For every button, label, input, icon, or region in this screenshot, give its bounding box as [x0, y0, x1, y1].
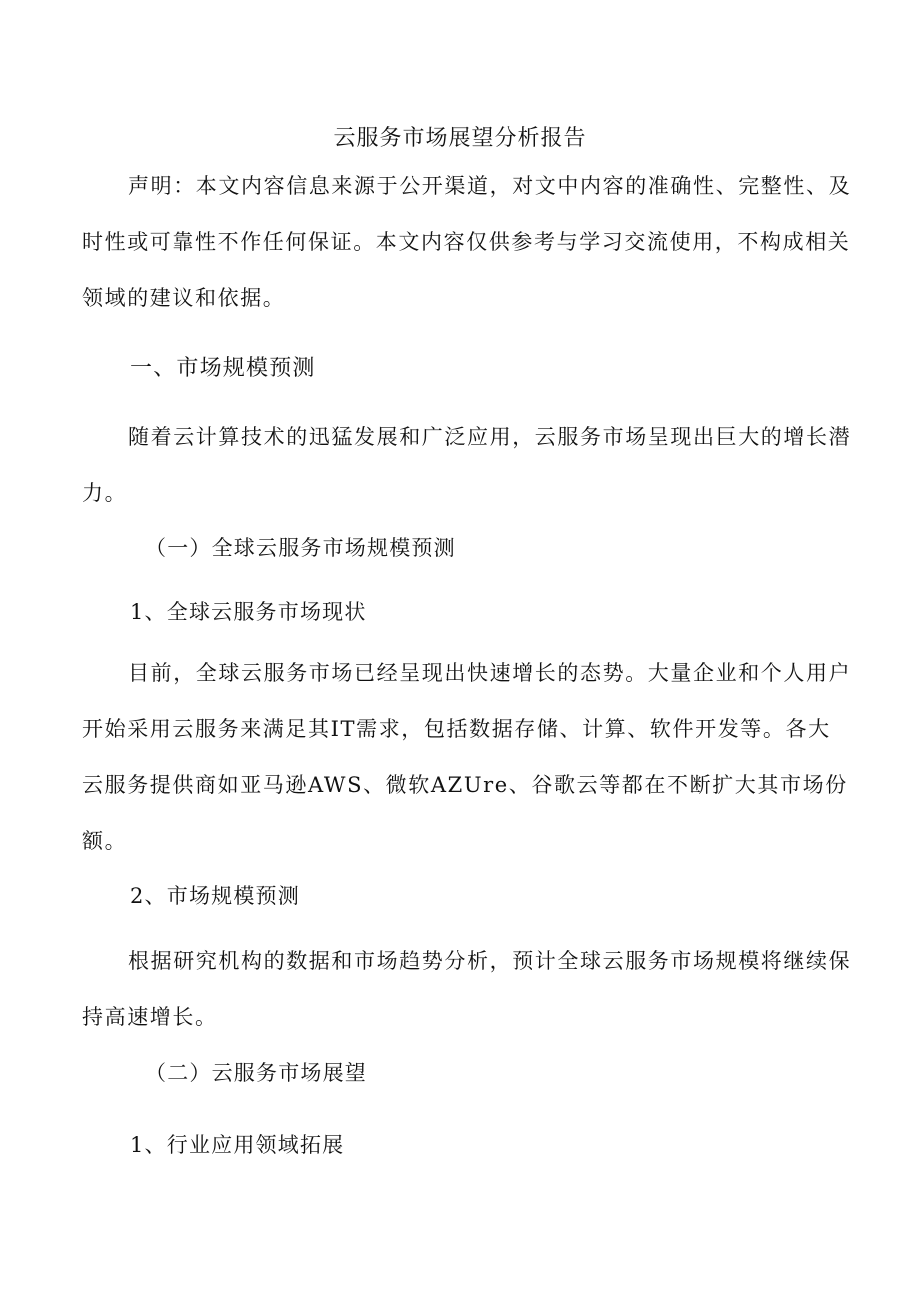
- disclaimer-paragraph: 声明：本文内容信息来源于公开渠道，对文中内容的准确性、完整性、及时性或可靠性不作任何保证。本文内容仅供参考与学习交流使用，不构成相关领域的建议和依据。: [82, 174, 852, 310]
- item2-heading: 2、市场规模预测: [130, 884, 300, 908]
- section1-heading: 一、市场规模预测: [130, 356, 316, 381]
- section1-intro-paragraph: 随着云计算技术的迅猛发展和广泛应用，云服务市场呈现出巨大的增长潜力。: [82, 425, 852, 505]
- item1-paragraph: 目前，全球云服务市场已经呈现出快速增长的态势。大量企业和个人用户开始采用云服务来满足其IT需求，包括数据存储、计算、软件开发等。各大云服务提供商如亚马逊AWS、微软AZUre、谷歌云等都在不断扩大其市场份额。: [82, 661, 852, 853]
- document-title: 云服务市场展望分析报告: [333, 126, 587, 151]
- subsection2-heading: （二）云服务市场展望: [145, 1061, 367, 1085]
- subsection1-heading: （一）全球云服务市场规模预测: [145, 536, 456, 560]
- item2-paragraph: 根据研究机构的数据和市场趋势分析，预计全球云服务市场规模将继续保持高速增长。: [82, 949, 852, 1029]
- item1-heading: 1、全球云服务市场现状: [130, 600, 367, 624]
- subsection2-item1-heading: 1、行业应用领域拓展: [130, 1133, 345, 1157]
